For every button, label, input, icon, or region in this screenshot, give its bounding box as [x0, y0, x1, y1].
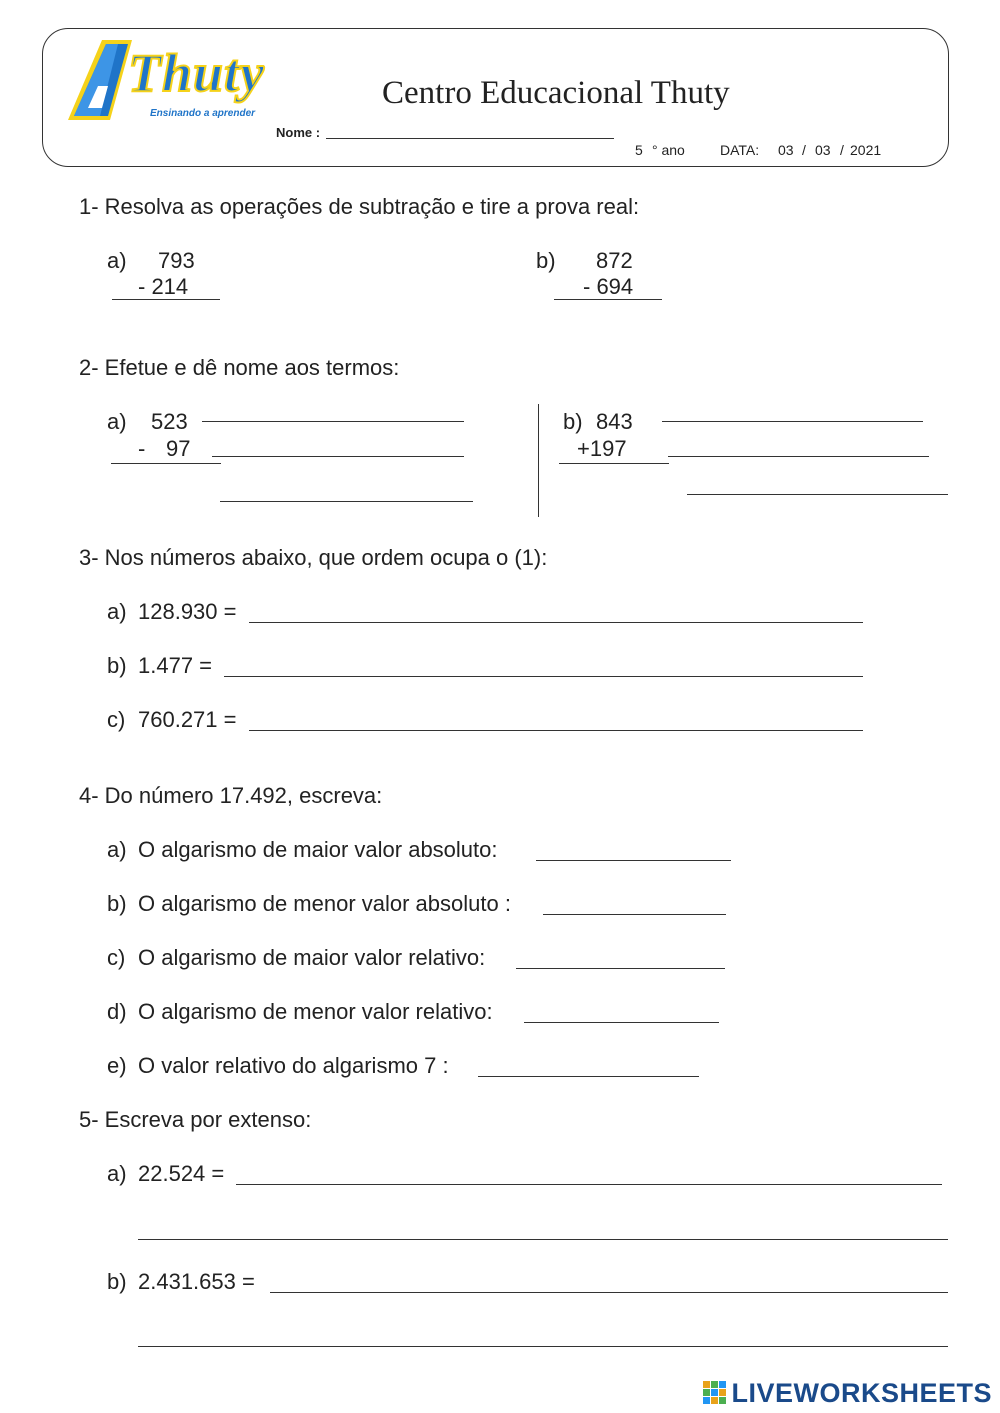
q4-e-label: e): [107, 1053, 127, 1078]
q4-c-answer[interactable]: [516, 968, 725, 969]
q4-title: 4- Do número 17.492, escreva:: [79, 783, 383, 808]
q2-b-answer-1[interactable]: [662, 421, 923, 422]
date-slash-2: /: [840, 142, 844, 158]
q2-a-rule: [111, 463, 221, 464]
logo-text: Thuty: [128, 43, 266, 103]
q3-b-answer[interactable]: [224, 676, 863, 677]
date-year: 2021: [850, 142, 882, 158]
q1-a-bottom: - 214: [138, 274, 189, 299]
q2-b-label: b): [563, 409, 583, 434]
q4-a-label: a): [107, 837, 127, 862]
school-name: Centro Educacional Thuty: [382, 75, 730, 111]
q4-b-answer[interactable]: [543, 914, 726, 915]
q3-a-label: a): [107, 599, 127, 624]
q1-a-rule: [112, 299, 220, 300]
q3-c-text: 760.271 =: [138, 707, 237, 732]
grade: 5: [635, 142, 643, 158]
q2-a-answer-1[interactable]: [202, 421, 464, 422]
liveworksheets-icon: [703, 1381, 727, 1405]
q1-a-top: 793: [158, 248, 195, 273]
q1-b-bottom: - 694: [583, 274, 634, 299]
q2-a-answer-2[interactable]: [212, 456, 464, 457]
date-day: 03: [778, 142, 794, 158]
q5-b-text: 2.431.653 =: [138, 1269, 255, 1294]
q1-b-top: 872: [596, 248, 633, 273]
q2-a-bottom: 97: [166, 436, 191, 461]
q2-a-top: 523: [151, 409, 188, 434]
q1-b-label: b): [536, 248, 556, 273]
q5-a-answer-1[interactable]: [236, 1184, 942, 1185]
q5-b-answer-2[interactable]: [138, 1346, 948, 1347]
q5-a-label: a): [107, 1161, 127, 1186]
q5-a-answer-2[interactable]: [138, 1239, 948, 1240]
q5-title: 5- Escreva por extenso:: [79, 1107, 312, 1132]
q3-b-label: b): [107, 653, 127, 678]
logo: [66, 36, 301, 128]
q1-a-label: a): [107, 248, 127, 273]
q2-b-bottom: +197: [577, 436, 627, 461]
q5-b-label: b): [107, 1269, 127, 1294]
q5-a-text: 22.524 =: [138, 1161, 225, 1186]
q4-a-text: O algarismo de maior valor absoluto:: [138, 837, 498, 862]
q3-c-label: c): [107, 707, 126, 732]
q4-a-answer[interactable]: [536, 860, 731, 861]
date-slash-1: /: [802, 142, 806, 158]
grade-suffix: ° ano: [652, 142, 685, 158]
liveworksheets-brand: [703, 1378, 992, 1408]
logo-tagline: Ensinando a aprender: [150, 108, 256, 119]
q2-b-answer-2[interactable]: [668, 456, 929, 457]
name-label: Nome :: [276, 125, 321, 140]
q3-a-text: 128.930 =: [138, 599, 237, 624]
q2-divider: [538, 404, 539, 517]
q1-title: 1- Resolva as operações de subtração e tire a prova real:: [79, 194, 640, 219]
q4-c-text: O algarismo de maior valor relativo:: [138, 945, 486, 970]
q4-d-answer[interactable]: [524, 1022, 719, 1023]
q3-c-answer[interactable]: [249, 730, 863, 731]
q4-e-text: O valor relativo do algarismo 7 :: [138, 1053, 449, 1078]
q4-d-label: d): [107, 999, 127, 1024]
q4-b-text: O algarismo de menor valor absoluto :: [138, 891, 511, 916]
q4-e-answer[interactable]: [478, 1076, 699, 1077]
name-field[interactable]: [326, 138, 614, 139]
q2-b-rule: [559, 463, 669, 464]
q3-title: 3- Nos números abaixo, que ordem ocupa o (1):: [79, 545, 548, 570]
q1-b-rule: [554, 299, 662, 300]
q4-b-label: b): [107, 891, 127, 916]
q2-a-op: -: [138, 436, 146, 461]
q3-a-answer[interactable]: [249, 622, 863, 623]
q3-b-text: 1.477 =: [138, 653, 213, 678]
q2-b-answer-3[interactable]: [687, 494, 948, 495]
date-month: 03: [815, 142, 831, 158]
liveworksheets-text: LIVEWORKSHEETS: [731, 1377, 992, 1408]
q2-a-label: a): [107, 409, 127, 434]
q2-title: 2- Efetue e dê nome aos termos:: [79, 355, 400, 380]
q2-b-top: 843: [596, 409, 633, 434]
q5-b-answer-1[interactable]: [270, 1292, 948, 1293]
q4-c-label: c): [107, 945, 126, 970]
q2-a-answer-3[interactable]: [220, 501, 473, 502]
q4-d-text: O algarismo de menor valor relativo:: [138, 999, 493, 1024]
date-label: DATA:: [720, 142, 760, 158]
